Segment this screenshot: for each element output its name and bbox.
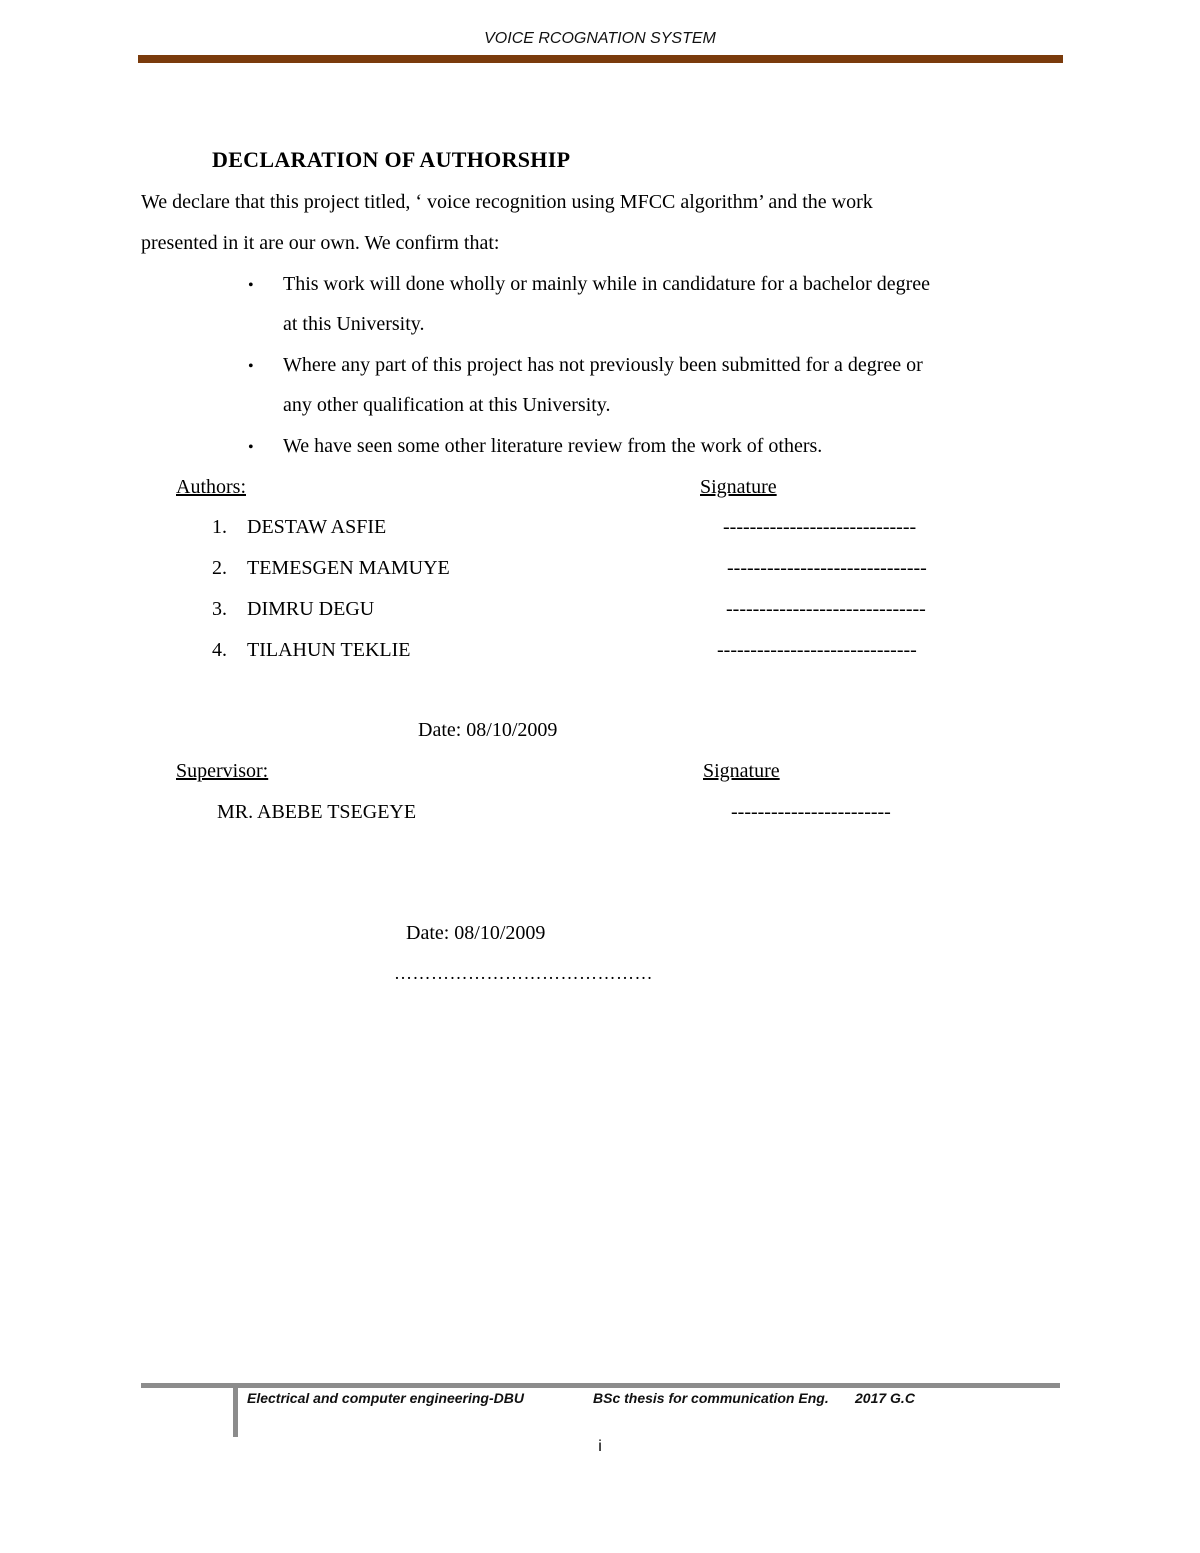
bullet-2-line-1: Where any part of this project has not previously been submitted for a degree or bbox=[283, 354, 923, 376]
author-number: 2. bbox=[212, 557, 227, 579]
footer-rule bbox=[141, 1383, 1060, 1388]
declaration-heading: DECLARATION OF AUTHORSHIP bbox=[212, 147, 571, 172]
bullet-2-line-2: any other qualification at this University. bbox=[283, 394, 611, 416]
footer-department: Electrical and computer engineering-DBU bbox=[247, 1390, 524, 1406]
bullet-icon: • bbox=[248, 358, 254, 375]
supervisor-signature-line: ------------------------ bbox=[731, 801, 891, 823]
footer-thesis: BSc thesis for communication Eng. bbox=[593, 1390, 829, 1406]
footer-rule-vertical bbox=[233, 1383, 238, 1437]
supervisor-label: Supervisor: bbox=[176, 760, 269, 782]
header-rule bbox=[138, 55, 1063, 63]
page-number: i bbox=[598, 1438, 602, 1455]
author-signature-line: ----------------------------- bbox=[723, 516, 917, 538]
authors-signature-label: Signature bbox=[700, 476, 777, 498]
bullet-icon: • bbox=[248, 277, 254, 294]
author-name: DIMRU DEGU bbox=[247, 598, 375, 620]
bullet-1-line-1: This work will done wholly or mainly while in candidature for a bachelor degree bbox=[283, 273, 931, 295]
authors-label: Authors: bbox=[176, 476, 246, 498]
supervisor-signature-label: Signature bbox=[703, 760, 780, 782]
bullet-icon: • bbox=[248, 439, 254, 456]
bullet-1-line-2: at this University. bbox=[283, 313, 425, 335]
authors-date: Date: 08/10/2009 bbox=[418, 719, 558, 741]
dotted-line: …………………………………… bbox=[394, 963, 653, 983]
author-number: 4. bbox=[212, 639, 227, 661]
author-name: TEMESGEN MAMUYE bbox=[247, 557, 450, 579]
author-signature-line: ------------------------------ bbox=[727, 557, 927, 579]
author-number: 3. bbox=[212, 598, 227, 620]
author-signature-line: ------------------------------ bbox=[717, 639, 917, 661]
bullet-3-line-1: We have seen some other literature review from the work of others. bbox=[283, 435, 823, 457]
footer-year: 2017 G.C bbox=[855, 1390, 915, 1406]
intro-line-1: We declare that this project titled, ‘ voice recognition using MFCC algorithm’ and the work bbox=[141, 191, 873, 213]
supervisor-date: Date: 08/10/2009 bbox=[406, 922, 546, 944]
author-name: DESTAW ASFIE bbox=[247, 516, 387, 538]
running-header: VOICE RCOGNATION SYSTEM bbox=[484, 30, 716, 47]
author-number: 1. bbox=[212, 516, 227, 538]
intro-line-2: presented in it are our own. We confirm that: bbox=[141, 232, 500, 254]
author-name: TILAHUN TEKLIE bbox=[247, 639, 411, 661]
supervisor-name: MR. ABEBE TSEGEYE bbox=[217, 801, 417, 823]
author-signature-line: ------------------------------ bbox=[726, 598, 926, 620]
